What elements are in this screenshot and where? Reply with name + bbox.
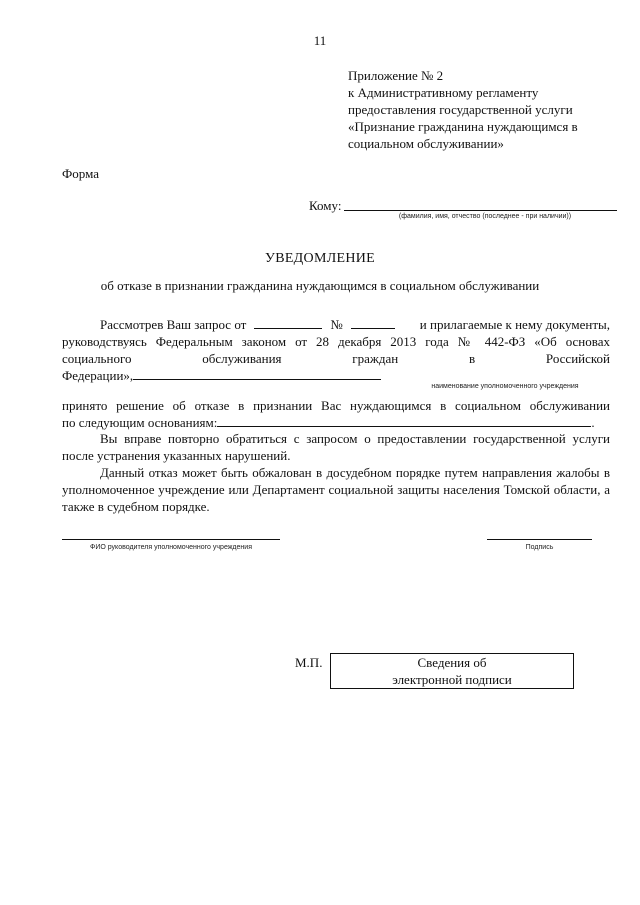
request-line-2: руководствуясь Федеральным законом от 28 декабря 2013 года № 442-ФЗ «Об основах	[62, 334, 610, 349]
request-number-line	[351, 316, 395, 329]
esig-line-1: Сведения об	[417, 655, 487, 670]
grounds-line	[217, 414, 591, 427]
recipient-caption: (фамилия, имя, отчество (последнее - при наличии))	[398, 213, 572, 220]
appendix-line-4: «Признание гражданина нуждающимся в	[348, 119, 578, 134]
request-text-1: Рассмотрев Ваш запрос от	[100, 317, 247, 332]
paragraph-appeal	[62, 464, 610, 515]
appendix-line-3: предоставления государственной услуги	[348, 102, 573, 117]
page-number: 11	[313, 33, 327, 48]
electronic-signature-box	[330, 653, 574, 689]
recipient-label: Кому:	[309, 198, 342, 213]
paragraph-reapply	[62, 430, 610, 464]
signature-caption: Подпись	[525, 544, 554, 551]
recipient-field-line	[344, 210, 617, 211]
request-text-2: и прилагаемые к нему документы,	[419, 317, 610, 332]
request-line-4: Федерации»,	[62, 368, 134, 383]
form-label: Форма	[62, 166, 99, 181]
manager-name-caption: ФИО руководителя уполномоченного учреждения	[90, 544, 252, 551]
decision-line-1: принято решение об отказе в признании Вас нуждающимся в социальном обслуживании	[62, 398, 610, 413]
appendix-line-5: социальном обслуживании»	[348, 136, 504, 151]
paragraph-request	[62, 316, 610, 384]
document-title: УВЕДОМЛЕНИЕ	[264, 251, 376, 266]
organization-name-line	[133, 367, 381, 380]
request-number-sign: №	[330, 317, 343, 332]
appendix-line-2: к Административному регламенту	[348, 85, 539, 100]
reapply-text: Вы вправе повторно обратиться с запросом о предоставлении государственной услуги после устранения указанных нарушений.	[62, 431, 610, 463]
request-date-line	[254, 316, 322, 329]
document-subtitle: об отказе в признании гражданина нуждающимся в социальном обслуживании	[100, 278, 540, 293]
esig-line-2: электронной подписи	[392, 672, 512, 687]
manager-name-line	[62, 539, 280, 540]
appendix-header	[348, 67, 618, 152]
paragraph-decision	[62, 397, 610, 431]
organization-caption: наименование уполномоченного учреждения	[431, 383, 579, 390]
stamp-place-label: М.П.	[295, 655, 323, 670]
appendix-line-1: Приложение № 2	[348, 68, 444, 83]
appeal-text: Данный отказ может быть обжалован в досудебном порядке путем направления жалобы в уполномоченное учреждение или Департамент социальной защиты населения Томской области, а также в судебном порядке.	[62, 465, 610, 514]
signature-line	[487, 539, 592, 540]
decision-line-2-end: .	[591, 415, 595, 430]
request-line-3: социального обслуживания граждан в Российской	[62, 351, 610, 366]
decision-line-2: по следующим основаниям:	[62, 415, 218, 430]
